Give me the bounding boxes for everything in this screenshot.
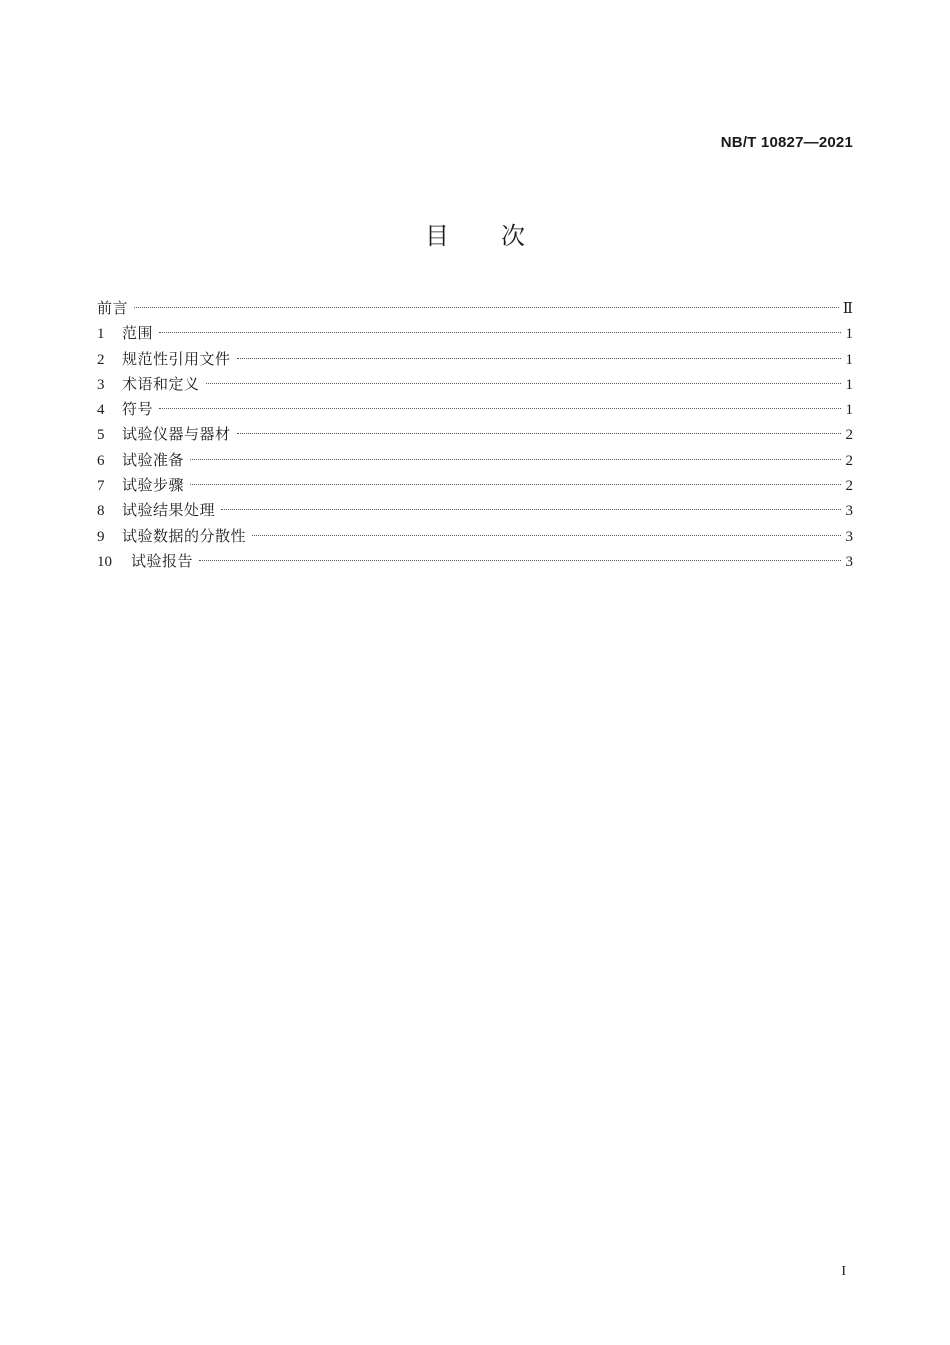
toc-entry-number: 8 — [97, 503, 105, 520]
toc-leader-dots — [237, 433, 841, 434]
toc-leader-dots — [134, 307, 839, 308]
toc-entry-label: 术语和定义 — [122, 374, 200, 393]
toc-entry-results-processing[interactable] — [97, 498, 853, 523]
toc-entry-terms-definitions[interactable] — [97, 372, 853, 397]
toc-entry-number: 5 — [97, 427, 105, 444]
toc-entry-number: 10 — [97, 553, 112, 570]
toc-entry-number: 6 — [97, 452, 105, 469]
page-title: 目次 — [425, 222, 577, 250]
toc-leader-dots — [252, 535, 841, 536]
toc-entry-number: 4 — [97, 402, 105, 419]
toc-entry-preparation[interactable] — [97, 448, 853, 473]
toc-entry-number: 7 — [97, 478, 105, 495]
toc-entry-foreword[interactable] — [97, 296, 853, 321]
toc-entry-scope[interactable] — [97, 321, 853, 346]
toc-entry-label: 试验报告 — [131, 551, 194, 570]
toc-leader-dots — [221, 509, 841, 510]
toc-leader-dots — [199, 560, 841, 561]
toc-leader-dots — [190, 459, 841, 460]
toc-entry-symbols[interactable] — [97, 397, 853, 422]
table-of-contents — [97, 296, 853, 574]
toc-entry-normative-references[interactable] — [97, 347, 853, 372]
toc-leader-dots — [159, 408, 841, 409]
toc-entry-page: 1 — [845, 376, 853, 393]
toc-entry-label: 前言 — [97, 299, 129, 317]
toc-entry-page: 1 — [845, 351, 853, 368]
toc-leader-dots — [159, 332, 841, 333]
toc-entry-label: 试验准备 — [122, 450, 185, 469]
toc-entry-label: 规范性引用文件 — [122, 349, 231, 368]
toc-entry-page: 3 — [845, 503, 853, 520]
toc-entry-number: 9 — [97, 528, 105, 545]
toc-entry-test-report[interactable] — [97, 549, 853, 574]
toc-leader-dots — [237, 358, 841, 359]
toc-entry-number: 1 — [97, 326, 105, 343]
toc-entry-page: 2 — [845, 478, 853, 495]
toc-entry-label: 范围 — [122, 324, 154, 343]
toc-entry-page: 1 — [845, 326, 853, 343]
toc-leader-dots — [206, 383, 841, 384]
toc-entry-page: 3 — [845, 528, 853, 545]
toc-entry-page: 2 — [845, 452, 853, 469]
toc-entry-procedure[interactable] — [97, 473, 853, 498]
toc-entry-label: 试验仪器与器材 — [122, 425, 231, 444]
toc-entry-page: 3 — [845, 553, 853, 570]
toc-entry-label: 试验步骤 — [122, 476, 185, 495]
toc-entry-apparatus[interactable] — [97, 422, 853, 447]
toc-entry-page: 1 — [845, 402, 853, 419]
toc-entry-label: 试验结果处理 — [122, 501, 216, 520]
toc-entry-data-dispersion[interactable] — [97, 524, 853, 549]
standard-code: NB/T 10827—2021 — [720, 134, 853, 151]
toc-entry-number: 2 — [97, 351, 105, 368]
toc-entry-label: 试验数据的分散性 — [122, 526, 247, 545]
toc-entry-label: 符号 — [122, 400, 154, 419]
toc-entry-page: Ⅱ — [842, 301, 853, 317]
page-number: I — [841, 1264, 846, 1279]
toc-leader-dots — [190, 484, 841, 485]
toc-entry-number: 3 — [97, 376, 105, 393]
toc-entry-page: 2 — [845, 427, 853, 444]
